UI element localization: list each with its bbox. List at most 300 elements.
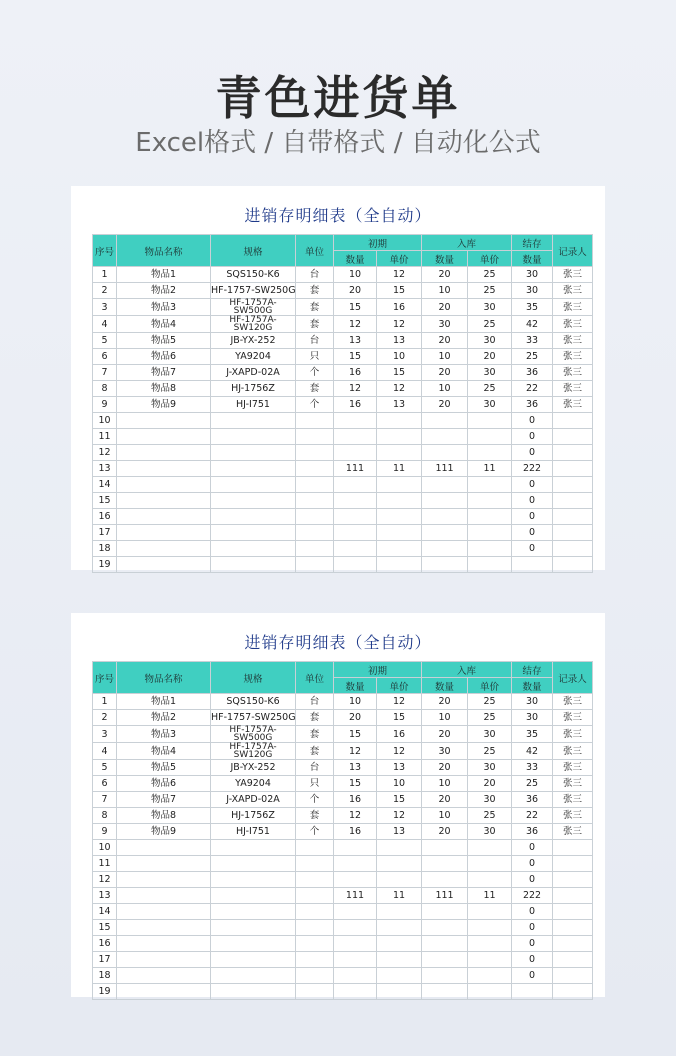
cell-stock-qty: 22 [512, 808, 553, 824]
cell-name [117, 461, 211, 477]
cell-stock-qty: 42 [512, 743, 553, 760]
cell-inbound-qty: 20 [422, 760, 468, 776]
cell-opening-qty: 16 [334, 824, 377, 840]
cell-seq: 16 [93, 936, 117, 952]
cell-inbound-qty: 10 [422, 283, 468, 299]
cell-stock-qty [512, 984, 553, 1000]
col-opening-header: 初期 [334, 662, 422, 678]
cell-inbound-qty [422, 493, 468, 509]
table-row [93, 904, 593, 920]
cell-spec [211, 888, 296, 904]
cell-stock-qty: 33 [512, 333, 553, 349]
cell-opening-qty: 13 [334, 333, 377, 349]
cell-inbound-price: 30 [468, 726, 512, 743]
table-row [93, 283, 593, 299]
col-seq-header: 序号 [93, 662, 117, 694]
cell-unit: 套 [296, 743, 334, 760]
cell-name: 物品6 [117, 776, 211, 792]
table-row [93, 445, 593, 461]
cell-recorder [553, 541, 593, 557]
cell-opening-price: 15 [377, 283, 422, 299]
cell-name [117, 557, 211, 573]
cell-inbound-qty: 20 [422, 397, 468, 413]
cell-recorder [553, 557, 593, 573]
cell-inbound-price [468, 557, 512, 573]
cell-inbound-qty: 20 [422, 365, 468, 381]
table-row [93, 776, 593, 792]
cell-opening-price: 12 [377, 694, 422, 710]
cell-recorder [553, 840, 593, 856]
cell-stock-qty: 0 [512, 920, 553, 936]
cell-name [117, 984, 211, 1000]
cell-spec: J-XAPD-02A [211, 365, 296, 381]
table-row [93, 840, 593, 856]
cell-spec: HF-1757-SW250G [211, 283, 296, 299]
cell-recorder [553, 461, 593, 477]
cell-recorder [553, 952, 593, 968]
cell-spec: HF-1757A-SW500G [211, 726, 296, 743]
col-unit-header: 单位 [296, 235, 334, 267]
cell-spec [211, 984, 296, 1000]
cell-unit [296, 984, 334, 1000]
cell-opening-qty [334, 477, 377, 493]
cell-stock-qty: 36 [512, 792, 553, 808]
cell-recorder: 张三 [553, 824, 593, 840]
cell-name: 物品3 [117, 726, 211, 743]
cell-unit [296, 840, 334, 856]
cell-inbound-qty: 20 [422, 267, 468, 283]
cell-stock-qty: 30 [512, 694, 553, 710]
cell-opening-price [377, 413, 422, 429]
col-unit-header: 单位 [296, 662, 334, 694]
cell-seq: 16 [93, 509, 117, 525]
cell-stock-qty: 0 [512, 840, 553, 856]
cell-name [117, 525, 211, 541]
cell-inbound-qty: 10 [422, 381, 468, 397]
table-row [93, 509, 593, 525]
cell-unit: 台 [296, 694, 334, 710]
cell-unit [296, 541, 334, 557]
cell-unit [296, 509, 334, 525]
cell-inbound-qty: 30 [422, 743, 468, 760]
cell-inbound-price: 20 [468, 349, 512, 365]
cell-spec [211, 413, 296, 429]
table-row [93, 760, 593, 776]
cell-stock-qty: 35 [512, 299, 553, 316]
cell-stock-qty: 0 [512, 509, 553, 525]
table-row [93, 349, 593, 365]
cell-inbound-price [468, 840, 512, 856]
cell-name: 物品6 [117, 349, 211, 365]
cell-name [117, 541, 211, 557]
cell-recorder: 张三 [553, 776, 593, 792]
cell-seq: 2 [93, 710, 117, 726]
spreadsheet-preview-2 [71, 613, 605, 997]
cell-unit [296, 968, 334, 984]
cell-recorder [553, 413, 593, 429]
cell-stock-qty: 36 [512, 365, 553, 381]
cell-recorder [553, 904, 593, 920]
cell-recorder: 张三 [553, 694, 593, 710]
cell-inbound-price: 25 [468, 316, 512, 333]
cell-recorder: 张三 [553, 760, 593, 776]
cell-name [117, 477, 211, 493]
cell-unit [296, 413, 334, 429]
cell-opening-price [377, 541, 422, 557]
table-row [93, 710, 593, 726]
cell-recorder: 张三 [553, 299, 593, 316]
cell-recorder [553, 872, 593, 888]
cell-inbound-qty [422, 872, 468, 888]
cell-inbound-qty [422, 557, 468, 573]
cell-inbound-qty [422, 936, 468, 952]
cell-inbound-qty: 30 [422, 316, 468, 333]
cell-opening-qty: 20 [334, 710, 377, 726]
cell-opening-qty: 15 [334, 726, 377, 743]
cell-opening-qty: 12 [334, 743, 377, 760]
cell-opening-qty: 20 [334, 283, 377, 299]
cell-unit [296, 952, 334, 968]
cell-seq: 11 [93, 429, 117, 445]
cell-seq: 19 [93, 557, 117, 573]
cell-inbound-price: 30 [468, 365, 512, 381]
cell-opening-price [377, 920, 422, 936]
cell-recorder: 张三 [553, 267, 593, 283]
cell-opening-qty [334, 984, 377, 1000]
cell-inbound-price: 11 [468, 461, 512, 477]
col-opening-header: 初期 [334, 235, 422, 251]
cell-recorder [553, 968, 593, 984]
cell-stock-qty: 0 [512, 952, 553, 968]
cell-name [117, 936, 211, 952]
cell-unit: 台 [296, 760, 334, 776]
cell-spec: HF-1757A-SW500G [211, 299, 296, 316]
cell-unit: 台 [296, 267, 334, 283]
cell-seq: 7 [93, 792, 117, 808]
page-title: 青色进货单 [215, 71, 461, 125]
cell-seq: 2 [93, 283, 117, 299]
cell-opening-price [377, 429, 422, 445]
cell-opening-price [377, 445, 422, 461]
cell-inbound-qty [422, 429, 468, 445]
cell-inbound-price [468, 525, 512, 541]
cell-recorder [553, 525, 593, 541]
inventory-table [92, 234, 593, 573]
cell-unit [296, 525, 334, 541]
cell-opening-qty [334, 429, 377, 445]
cell-name [117, 872, 211, 888]
cell-inbound-qty [422, 968, 468, 984]
cell-opening-price: 12 [377, 808, 422, 824]
table-row [93, 267, 593, 283]
cell-recorder [553, 856, 593, 872]
cell-opening-price [377, 477, 422, 493]
cell-inbound-price: 25 [468, 381, 512, 397]
cell-spec [211, 872, 296, 888]
cell-recorder [553, 936, 593, 952]
cell-opening-qty: 12 [334, 381, 377, 397]
cell-inbound-qty [422, 840, 468, 856]
cell-spec: SQS150-K6 [211, 694, 296, 710]
cell-opening-price: 12 [377, 316, 422, 333]
cell-stock-qty: 0 [512, 872, 553, 888]
cell-inbound-qty: 10 [422, 776, 468, 792]
cell-recorder: 张三 [553, 808, 593, 824]
cell-unit: 只 [296, 776, 334, 792]
cell-spec [211, 477, 296, 493]
cell-opening-price [377, 493, 422, 509]
page-subtitle: Excel格式 / 自带格式 / 自动化公式 [135, 128, 541, 158]
cell-inbound-price [468, 904, 512, 920]
cell-name: 物品5 [117, 333, 211, 349]
cell-inbound-qty: 20 [422, 299, 468, 316]
cell-recorder [553, 920, 593, 936]
cell-inbound-price: 25 [468, 283, 512, 299]
cell-stock-qty: 36 [512, 397, 553, 413]
cell-inbound-price [468, 984, 512, 1000]
cell-opening-price [377, 509, 422, 525]
table-row [93, 743, 593, 760]
cell-stock-qty: 0 [512, 413, 553, 429]
cell-stock-qty: 30 [512, 267, 553, 283]
cell-spec [211, 445, 296, 461]
cell-inbound-qty [422, 920, 468, 936]
cell-inbound-price [468, 477, 512, 493]
table-row [93, 333, 593, 349]
cell-seq: 6 [93, 776, 117, 792]
table-row [93, 984, 593, 1000]
cell-opening-qty [334, 968, 377, 984]
cell-name: 物品2 [117, 283, 211, 299]
col-inbound-qty-header: 数量 [422, 678, 468, 694]
cell-inbound-qty [422, 856, 468, 872]
cell-recorder [553, 477, 593, 493]
cell-name: 物品9 [117, 824, 211, 840]
cell-stock-qty: 25 [512, 776, 553, 792]
cell-unit [296, 493, 334, 509]
cell-opening-price [377, 557, 422, 573]
cell-unit: 套 [296, 316, 334, 333]
cell-spec: JB-YX-252 [211, 333, 296, 349]
cell-opening-price [377, 525, 422, 541]
cell-unit: 个 [296, 365, 334, 381]
cell-opening-qty: 16 [334, 792, 377, 808]
cell-opening-price: 13 [377, 333, 422, 349]
table-row [93, 477, 593, 493]
cell-spec: HF-1757A-SW120G [211, 316, 296, 333]
cell-unit: 台 [296, 333, 334, 349]
col-inbound-qty-header: 数量 [422, 251, 468, 267]
cell-spec [211, 541, 296, 557]
table-row [93, 525, 593, 541]
col-opening-qty-header: 数量 [334, 678, 377, 694]
cell-opening-qty: 13 [334, 760, 377, 776]
cell-opening-price: 13 [377, 760, 422, 776]
cell-seq: 5 [93, 333, 117, 349]
cell-spec: HJ-1756Z [211, 808, 296, 824]
cell-seq: 13 [93, 461, 117, 477]
cell-inbound-price [468, 968, 512, 984]
cell-inbound-price [468, 856, 512, 872]
col-opening-price-header: 单价 [377, 251, 422, 267]
cell-opening-price: 13 [377, 397, 422, 413]
cell-opening-qty: 111 [334, 461, 377, 477]
cell-name [117, 888, 211, 904]
cell-unit [296, 445, 334, 461]
cell-inbound-price [468, 541, 512, 557]
table-row [93, 365, 593, 381]
table-row [93, 856, 593, 872]
cell-spec: YA9204 [211, 776, 296, 792]
cell-opening-qty [334, 920, 377, 936]
cell-unit [296, 461, 334, 477]
cell-inbound-qty: 10 [422, 808, 468, 824]
cell-unit: 套 [296, 808, 334, 824]
col-stock-header: 结存 [512, 662, 553, 678]
cell-seq: 18 [93, 541, 117, 557]
cell-stock-qty: 42 [512, 316, 553, 333]
cell-inbound-qty: 111 [422, 461, 468, 477]
col-recorder-header: 记录人 [553, 235, 593, 267]
cell-unit [296, 936, 334, 952]
cell-recorder [553, 445, 593, 461]
cell-inbound-qty: 20 [422, 726, 468, 743]
cell-recorder: 张三 [553, 316, 593, 333]
cell-unit [296, 856, 334, 872]
cell-inbound-price: 30 [468, 397, 512, 413]
cell-inbound-price: 25 [468, 808, 512, 824]
cell-inbound-price: 11 [468, 888, 512, 904]
cell-name: 物品3 [117, 299, 211, 316]
cell-seq: 9 [93, 397, 117, 413]
cell-name: 物品2 [117, 710, 211, 726]
cell-stock-qty: 0 [512, 525, 553, 541]
cell-name [117, 952, 211, 968]
col-stock-qty-header: 数量 [512, 251, 553, 267]
cell-unit: 个 [296, 397, 334, 413]
cell-seq: 17 [93, 952, 117, 968]
cell-stock-qty: 35 [512, 726, 553, 743]
cell-opening-price [377, 968, 422, 984]
cell-recorder [553, 429, 593, 445]
cell-seq: 19 [93, 984, 117, 1000]
cell-opening-price: 11 [377, 461, 422, 477]
table-row [93, 952, 593, 968]
cell-opening-price: 15 [377, 365, 422, 381]
cell-unit [296, 904, 334, 920]
cell-opening-price: 16 [377, 299, 422, 316]
cell-recorder: 张三 [553, 397, 593, 413]
cell-seq: 18 [93, 968, 117, 984]
table-row [93, 316, 593, 333]
cell-opening-price: 15 [377, 710, 422, 726]
cell-opening-qty [334, 936, 377, 952]
cell-seq: 14 [93, 477, 117, 493]
cell-opening-qty: 15 [334, 299, 377, 316]
cell-opening-qty [334, 541, 377, 557]
table-row [93, 397, 593, 413]
cell-stock-qty [512, 557, 553, 573]
cell-name: 物品1 [117, 267, 211, 283]
cell-spec: SQS150-K6 [211, 267, 296, 283]
cell-name [117, 968, 211, 984]
cell-seq: 8 [93, 808, 117, 824]
table-row [93, 968, 593, 984]
cell-opening-price [377, 984, 422, 1000]
table-row [93, 299, 593, 316]
cell-spec [211, 840, 296, 856]
cell-unit [296, 888, 334, 904]
cell-inbound-qty: 111 [422, 888, 468, 904]
cell-stock-qty: 30 [512, 283, 553, 299]
cell-opening-price [377, 872, 422, 888]
cell-inbound-price: 30 [468, 760, 512, 776]
cell-inbound-qty [422, 413, 468, 429]
cell-recorder: 张三 [553, 710, 593, 726]
cell-recorder: 张三 [553, 365, 593, 381]
table-row [93, 726, 593, 743]
cell-opening-price: 12 [377, 381, 422, 397]
cell-spec: HJ-1756Z [211, 381, 296, 397]
cell-stock-qty: 0 [512, 904, 553, 920]
cell-name [117, 445, 211, 461]
cell-spec [211, 509, 296, 525]
cell-unit: 套 [296, 299, 334, 316]
table-row [93, 808, 593, 824]
table-row [93, 824, 593, 840]
cell-recorder [553, 493, 593, 509]
cell-unit: 个 [296, 792, 334, 808]
cell-inbound-price: 30 [468, 333, 512, 349]
cell-opening-price: 12 [377, 267, 422, 283]
cell-opening-qty [334, 872, 377, 888]
cell-inbound-price: 25 [468, 743, 512, 760]
cell-spec: YA9204 [211, 349, 296, 365]
cell-name [117, 429, 211, 445]
cell-unit: 套 [296, 726, 334, 743]
col-inbound-price-header: 单价 [468, 251, 512, 267]
cell-stock-qty: 33 [512, 760, 553, 776]
cell-spec [211, 493, 296, 509]
cell-opening-qty [334, 413, 377, 429]
cell-opening-qty: 12 [334, 316, 377, 333]
cell-opening-price [377, 904, 422, 920]
cell-recorder [553, 984, 593, 1000]
cell-recorder [553, 509, 593, 525]
cell-opening-qty: 12 [334, 808, 377, 824]
cell-seq: 1 [93, 267, 117, 283]
col-stock-header: 结存 [512, 235, 553, 251]
cell-unit: 个 [296, 824, 334, 840]
cell-seq: 4 [93, 743, 117, 760]
cell-name: 物品8 [117, 808, 211, 824]
cell-inbound-price [468, 509, 512, 525]
cell-spec [211, 429, 296, 445]
cell-stock-qty: 0 [512, 493, 553, 509]
cell-name [117, 493, 211, 509]
cell-recorder: 张三 [553, 349, 593, 365]
cell-spec: HF-1757A-SW120G [211, 743, 296, 760]
cell-name [117, 413, 211, 429]
cell-opening-qty: 16 [334, 365, 377, 381]
table-row [93, 461, 593, 477]
spreadsheet-preview-1 [71, 186, 605, 570]
cell-spec: J-XAPD-02A [211, 792, 296, 808]
cell-seq: 12 [93, 872, 117, 888]
cell-seq: 13 [93, 888, 117, 904]
cell-spec [211, 968, 296, 984]
cell-opening-qty [334, 856, 377, 872]
